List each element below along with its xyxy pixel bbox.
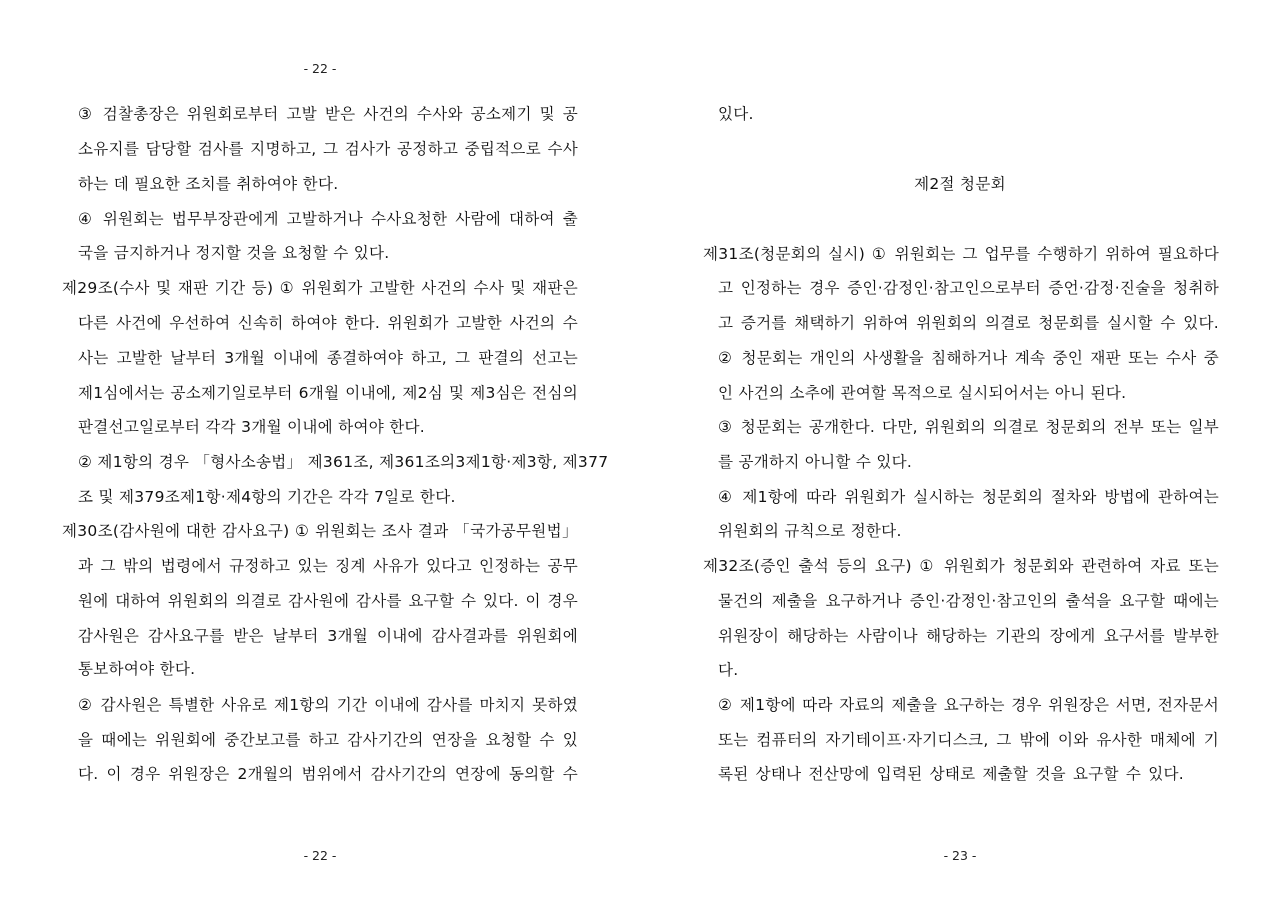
left-line-14: 과 그 밖의 법령에서 규정하고 있는 징계 사유가 있다고 인정하는 공무 [78, 557, 578, 575]
right-line-16: ② 제1항에 따라 자료의 제출을 요구하는 경우 위원장은 서면, 전자문서 [718, 696, 1219, 714]
left-line-12: 조 및 제379조제1항·제4항의 기간은 각각 7일로 한다. [78, 488, 456, 506]
left-line-9: 제1심에서는 공소제기일로부터 6개월 이내에, 제2심 및 제3심은 전심의 [78, 384, 578, 402]
left-line-20: 다. 이 경우 위원장은 2개월의 범위에서 감사기간의 연장에 동의할 수 [78, 765, 578, 783]
left-line-19: 을 때에는 위원회에 중간보고를 하고 감사기간의 연장을 요청할 수 있 [78, 731, 578, 749]
right-line-13: 물건의 제출을 요구하거나 증인·감정인·참고인의 출석을 요구할 때에는 [718, 592, 1219, 610]
left-footer-page-number: - 22 - [303, 848, 337, 863]
left-header-page-number: - 22 - [303, 61, 337, 76]
right-line-18: 록된 상태나 전산망에 입력된 상태로 제출할 것을 요구할 수 있다. [718, 765, 1184, 783]
right-line-8: ③ 청문회는 공개한다. 다만, 위원회의 의결로 청문회의 전부 또는 일부 [718, 418, 1219, 436]
left-line-18: ② 감사원은 특별한 사유로 제1항의 기간 이내에 감사를 마치지 못하였 [78, 696, 578, 714]
left-line-8: 사는 고발한 날부터 3개월 이내에 종결하여야 하고, 그 판결의 선고는 [78, 349, 578, 367]
right-line-12: 제32조(증인 출석 등의 요구) ① 위원회가 청문회와 관련하여 자료 또는 [703, 557, 1219, 575]
right-line-14: 위원장이 해당하는 사람이나 해당하는 기관의 장에게 요구서를 발부한 [718, 627, 1219, 645]
right-line-7: 인 사건의 소추에 관여할 목적으로 실시되어서는 아니 된다. [718, 384, 1127, 402]
right-line-4: 고 인정하는 경우 증인·감정인·참고인으로부터 증언·감정·진술을 청취하 [718, 279, 1219, 297]
left-line-10: 판결선고일로부터 각각 3개월 이내에 하여야 한다. [78, 418, 425, 436]
right-line-6: ② 청문회는 개인의 사생활을 침해하거나 계속 중인 재판 또는 수사 중 [718, 349, 1219, 367]
right-line-1: 있다. [718, 105, 754, 123]
left-line-7: 다른 사건에 우선하여 신속히 하여야 한다. 위원회가 고발한 사건의 수 [78, 314, 578, 332]
left-line-3: 하는 데 필요한 조치를 취하여야 한다. [78, 175, 339, 193]
right-line-9: 를 공개하지 아니할 수 있다. [718, 453, 913, 471]
left-line-15: 원에 대하여 위원회의 의결로 감사원에 감사를 요구할 수 있다. 이 경우 [78, 592, 578, 610]
right-line-17: 또는 컴퓨터의 자기테이프·자기디스크, 그 밖에 이와 유사한 매체에 기 [718, 731, 1219, 749]
right-line-11: 위원회의 규칙으로 정한다. [718, 522, 902, 540]
left-line-5: 국을 금지하거나 정지할 것을 요청할 수 있다. [78, 244, 390, 262]
right-footer-page-number: - 23 - [943, 848, 977, 863]
left-line-17: 통보하여야 한다. [78, 660, 196, 678]
right-line-3: 제31조(청문회의 실시) ① 위원회는 그 업무를 수행하기 위하여 필요하다 [703, 245, 1219, 263]
section-heading: 제2절 청문회 [914, 175, 1006, 193]
left-line-1: ③ 검찰총장은 위원회로부터 고발 받은 사건의 수사와 공소제기 및 공 [78, 105, 578, 123]
left-line-6: 제29조(수사 및 재판 기간 등) ① 위원회가 고발한 사건의 수사 및 재판은 [62, 279, 578, 297]
left-line-4: ④ 위원회는 법무부장관에게 고발하거나 수사요청한 사람에 대하여 출 [78, 210, 578, 228]
right-line-10: ④ 제1항에 따라 위원회가 실시하는 청문회의 절차와 방법에 관하여는 [718, 488, 1219, 506]
left-line-2: 소유지를 담당할 검사를 지명하고, 그 검사가 공정하고 중립적으로 수사 [78, 140, 578, 158]
left-line-11: ② 제1항의 경우 「형사소송법」 제361조, 제361조의3제1항·제3항, 제377 [78, 453, 609, 471]
right-line-5: 고 증거를 채택하기 위하여 위원회의 의결로 청문회를 실시할 수 있다. [718, 314, 1219, 332]
left-line-16: 감사원은 감사요구를 받은 날부터 3개월 이내에 감사결과를 위원회에 [78, 627, 578, 645]
left-line-13: 제30조(감사원에 대한 감사요구) ① 위원회는 조사 결과 「국가공무원법」 [62, 522, 578, 540]
right-line-15: 다. [718, 661, 739, 679]
